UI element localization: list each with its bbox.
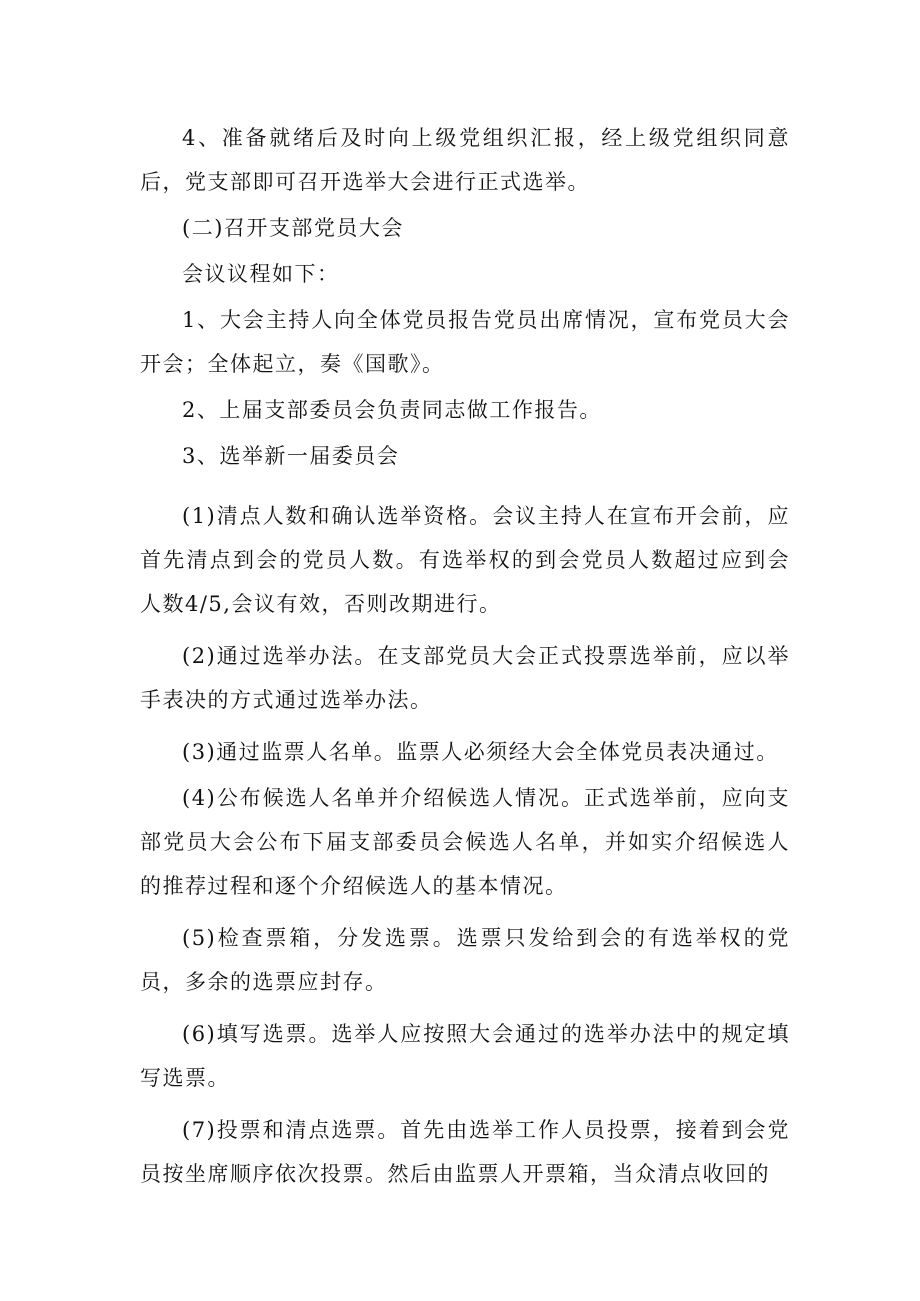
election-step-7: (7)投票和清点选票。首先由选举工作人员投票，接着到会党员按坐席顺序依次投票。然后由监票人开票箱，当众清点收回的: [140, 1118, 790, 1186]
document-body: [140, 116, 790, 1196]
election-step-6: (6)填写选票。选举人应按照大会通过的选举办法中的规定填写选票。: [140, 1022, 790, 1090]
election-step-3: (3)通过监票人名单。监票人必须经大会全体党员表决通过。: [182, 740, 779, 764]
election-step-5: (5)检查票箱，分发选票。选票只发给到会的有选举权的党员，多余的选票应封存。: [140, 926, 790, 994]
election-step-1: (1)清点人数和确认选举资格。会议主持人在宣布开会前，应首先清点到会的党员人数。有选举权的到会党员人数超过应到会人数4/5,会议有效，否则改期进行。: [140, 504, 790, 616]
agenda-item-2: 2、上届支部委员会负责同志做工作报告。: [182, 398, 602, 422]
election-step-2: (2)通过选举办法。在支部党员大会正式投票选举前，应以举手表决的方式通过选举办法。: [140, 644, 790, 712]
paragraph-step-4: 4、准备就绪后及时向上级党组织汇报，经上级党组织同意后，党支部即可召开选举大会进行正式选举。: [140, 126, 790, 194]
section-heading-2: (二)召开支部党员大会: [182, 216, 404, 240]
agenda-intro: 会议议程如下：: [182, 262, 340, 286]
agenda-item-1: 1、大会主持人向全体党员报告党员出席情况，宣布党员大会开会；全体起立，奏《国歌》。: [140, 308, 790, 376]
election-step-4: (4)公布候选人名单并介绍候选人情况。正式选举前，应向支部党员大会公布下届支部委员会候选人名单，并如实介绍候选人的推荐过程和逐个介绍候选人的基本情况。: [140, 786, 790, 898]
agenda-item-3: 3、选举新一届委员会: [182, 444, 400, 468]
